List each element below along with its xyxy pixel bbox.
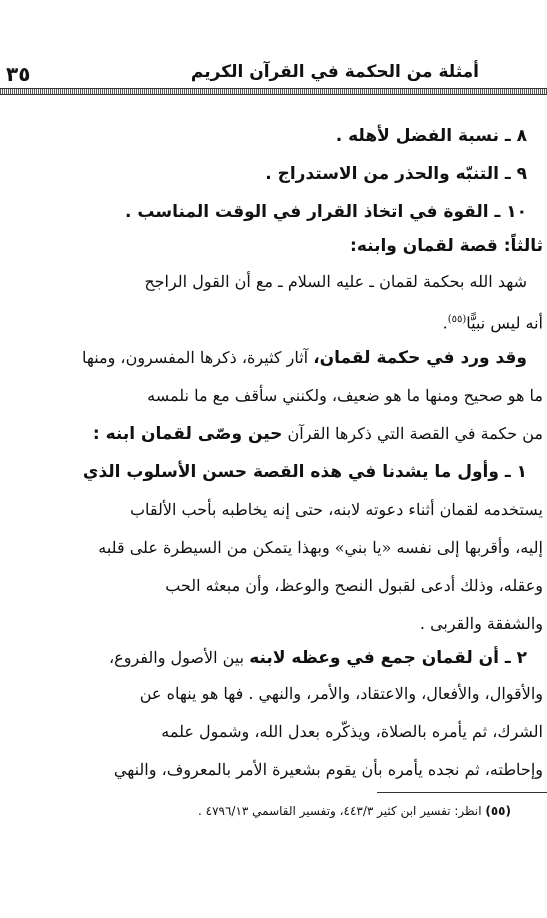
paragraph-text: آثار كثيرة، ذكرها المفسرون، ومنها bbox=[81, 348, 314, 367]
paragraph-line: ما هو صحيح ومنها ما هو ضعيف، ولكنني سأقف مع ما نلمسه bbox=[147, 386, 543, 405]
paragraph-line bbox=[82, 346, 527, 370]
paragraph-line bbox=[443, 308, 543, 335]
paragraph-line bbox=[93, 422, 543, 446]
list-item: ١٠ ـ القوة في اتخاذ القرار في الوقت المناسب . bbox=[125, 202, 527, 222]
section-heading: ثالثاً: قصة لقمان وابنه: bbox=[350, 236, 543, 256]
paragraph-line: يستخدمه لقمان أثناء دعوته لابنه، حتى إنه يخاطبه بأحب الألقاب bbox=[129, 500, 543, 519]
footnote bbox=[198, 804, 511, 818]
paragraph-text: من حكمة في القصة التي ذكرها القرآن bbox=[282, 424, 543, 443]
paragraph-line: شهد الله بحكمة لقمان ـ عليه السلام ـ مع أن القول الراجح bbox=[144, 272, 527, 291]
emphasis-text: ٢ ـ أن لقمان جمع في وعظه لابنه bbox=[249, 648, 527, 668]
paragraph-line: والشفقة والقربى . bbox=[419, 614, 543, 633]
paragraph-line: إليه، وأقربها إلى نفسه «يا بني» وبهذا يتمكن من السيطرة على قلبه bbox=[98, 538, 543, 557]
page-number: ٣٥ bbox=[6, 62, 31, 86]
paragraph-line: وعقله، وذلك أدعى لقبول النصح والوعظ، وأن مبعثه الحب bbox=[165, 576, 543, 595]
list-item: ٩ ـ التنبّه والحذر من الاستدراج . bbox=[265, 164, 527, 184]
footnote-divider bbox=[377, 792, 547, 793]
page-header bbox=[0, 60, 547, 90]
emphasis-text: حين وصّى لقمان ابنه : bbox=[92, 424, 283, 444]
paragraph-line bbox=[109, 646, 527, 670]
paragraph-line: الشرك، ثم يأمره بالصلاة، ويذكّره بعدل الله، وشمول علمه bbox=[161, 722, 543, 741]
paragraph-text: . bbox=[442, 313, 448, 333]
emphasis-text: وقد ورد في حكمة لقمان، bbox=[313, 348, 527, 368]
list-item: ٨ ـ نسبة الفضل لأهله . bbox=[335, 126, 527, 146]
paragraph-line: والأقوال، والأفعال، والاعتقاد، والأمر، والنهي . فها هو ينهاه عن bbox=[139, 684, 543, 703]
running-title: أمثلة من الحكمة في القرآن الكريم bbox=[190, 62, 479, 82]
paragraph-text: بين الأصول والفروع، bbox=[109, 648, 250, 667]
header-divider bbox=[0, 88, 547, 95]
footnote-text: انظر: تفسير ابن كثير ٤٤٣/٣، وتفسير القاسمي ٤٧٩٦/١٣ . bbox=[197, 804, 482, 818]
footnote-number: (٥٥) bbox=[485, 804, 511, 818]
paragraph-line: ١ ـ وأول ما يشدنا في هذه القصة حسن الأسلوب الذي bbox=[82, 462, 527, 482]
paragraph-line: وإحاطته، ثم نجده يأمره بأن يقوم بشعيرة الأمر بالمعروف، والنهي bbox=[113, 760, 543, 779]
footnote-reference[interactable]: (٥٥) bbox=[447, 314, 467, 325]
paragraph-text: أنه ليس نبيًّا bbox=[466, 313, 543, 333]
